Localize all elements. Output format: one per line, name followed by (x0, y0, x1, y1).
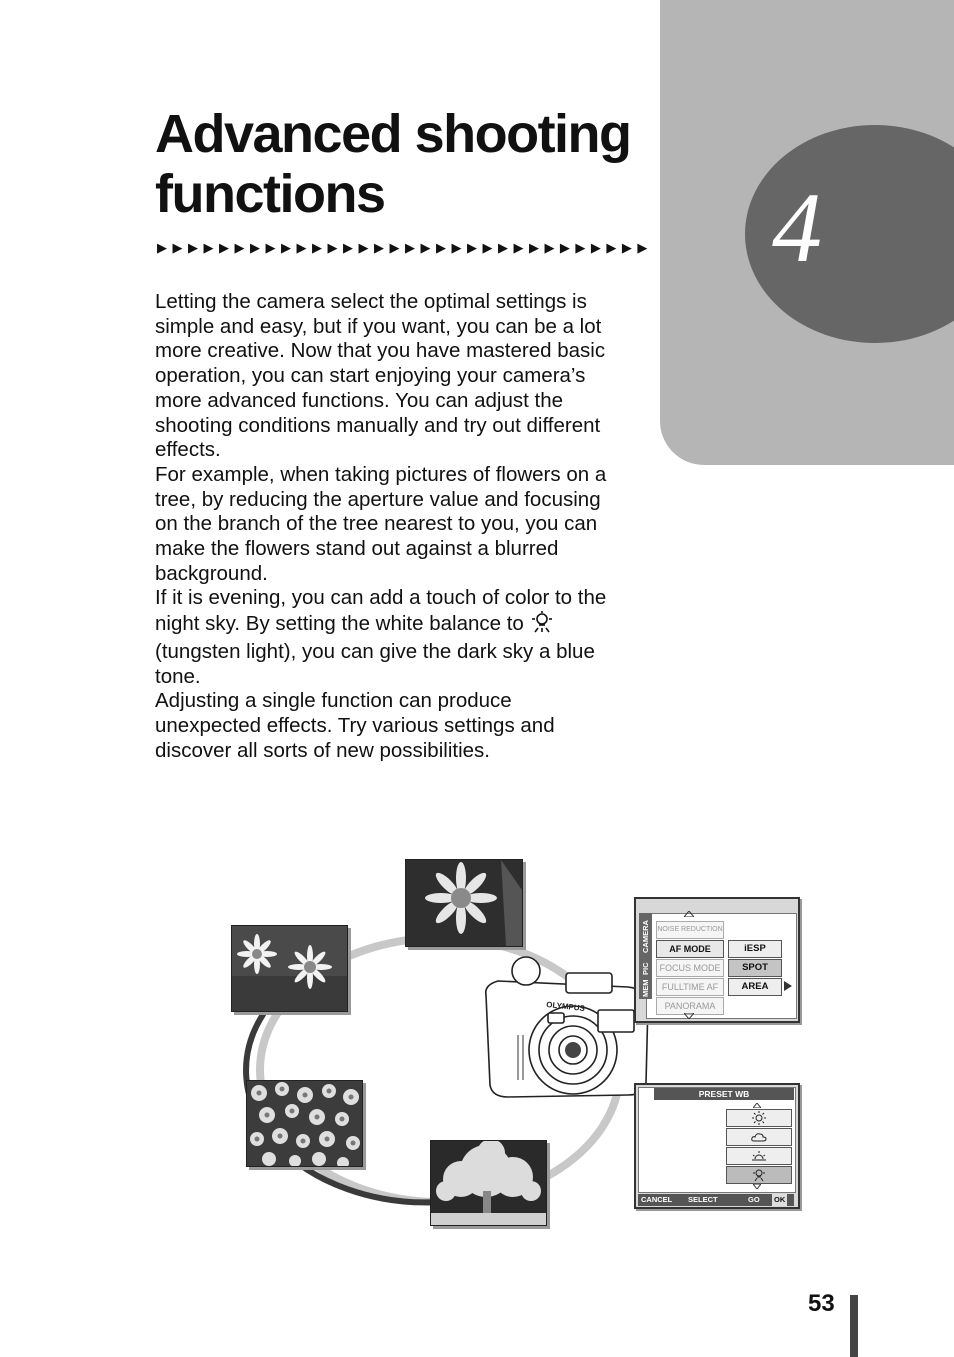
footer-cancel[interactable]: CANCEL (641, 1195, 673, 1204)
chapter-number: 4 (772, 172, 822, 283)
wb-cloudy-button[interactable] (726, 1128, 792, 1146)
menu-item-focus-mode[interactable]: FOCUS MODE (656, 959, 724, 977)
wb-sunny-button[interactable] (726, 1109, 792, 1127)
photo-two-daisies (231, 925, 348, 1012)
paragraph-3-start: If it is evening, you can add a touch of color to the night sky. By setting the white balance to (155, 586, 607, 636)
side-tab-camera: CAMERA (641, 920, 650, 953)
wb-scroll-down-icon (753, 1184, 761, 1189)
menu-item-af-mode[interactable]: AF MODE (656, 940, 724, 958)
camera-illustration (478, 955, 658, 1120)
title-line-2: functions (155, 164, 385, 224)
arrow-divider: ▶▶▶▶▶▶▶▶▶▶▶▶▶▶▶▶▶▶▶▶▶▶▶▶▶▶▶▶▶▶▶▶ (157, 240, 653, 255)
camera-brand-label: OLYMPUS (545, 1000, 586, 1014)
paragraph-3-end: (tungsten light), you can give the dark sky a blue tone. (155, 639, 595, 688)
side-tab-pic: PIC (641, 962, 650, 975)
body-text (155, 290, 615, 763)
photo-blossom-tree (430, 1140, 547, 1226)
paragraph-3 (155, 586, 615, 689)
wb-scroll-up-icon (753, 1103, 761, 1108)
photo-dewy-daisy (405, 859, 523, 947)
menu-item-fulltime-af[interactable]: FULLTIME AF (656, 978, 724, 996)
scroll-up-arrow-icon (684, 911, 694, 917)
page-edge-bar (850, 1295, 858, 1357)
scroll-down-arrow-icon (684, 1013, 694, 1019)
scroll-right-arrow-icon (784, 981, 792, 991)
side-tab-mem: MEM (641, 979, 650, 997)
option-area[interactable]: AREA (728, 978, 782, 996)
option-spot[interactable]: SPOT (728, 959, 782, 977)
menu-side-tabs (639, 913, 652, 999)
paragraph-2: For example, when taking pictures of flowers on a tree, by reducing the aperture value and focusing on the branch of the tree nearest to you, you can make the flowers stand out against a blurred background. (155, 462, 607, 585)
page-number: 53 (808, 1290, 835, 1317)
footer-ok[interactable]: OK (774, 1195, 786, 1204)
wb-sunset-button[interactable] (726, 1147, 792, 1165)
paragraph-4: Adjusting a single function can produce unexpected effects. Try various settings and discover all sorts of new possibilities. (155, 689, 555, 762)
wb-title: PRESET WB (654, 1088, 794, 1100)
wb-footer (638, 1194, 794, 1206)
wb-tungsten-button[interactable] (726, 1166, 792, 1184)
menu-item-noise-reduction[interactable]: NOISE REDUCTION (656, 921, 724, 939)
footer-go[interactable]: GO (748, 1195, 760, 1204)
tungsten-light-icon (530, 611, 554, 640)
photo-flower-field (246, 1080, 363, 1167)
sunset-icon (751, 1150, 767, 1162)
preset-wb-screen (634, 1083, 800, 1209)
tungsten-icon (752, 1168, 766, 1182)
camera-menu-screen (634, 897, 800, 1023)
sunny-icon (752, 1111, 766, 1125)
option-iesp[interactable]: iESP (728, 940, 782, 958)
cloudy-icon (751, 1131, 767, 1143)
title-line-1: Advanced shooting (155, 104, 631, 164)
page-title (155, 104, 631, 224)
footer-select[interactable]: SELECT (688, 1195, 718, 1204)
paragraph-1: Letting the camera select the optimal settings is simple and easy, but if you want, you can be a lot more creative. Now that you have mastered basic operation, you can start enjoying your camera’s more advanced functions. You can adjust the shooting conditions manually and try out different effects. (155, 290, 606, 462)
menu-item-panorama[interactable]: PANORAMA (656, 997, 724, 1015)
